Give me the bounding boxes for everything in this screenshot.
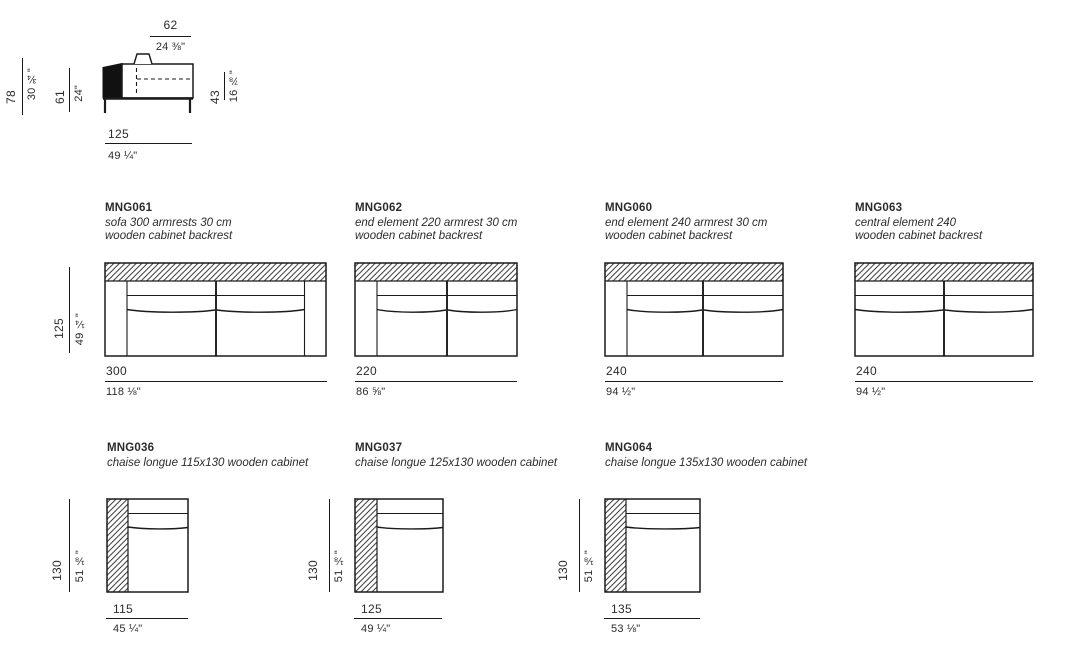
profile-height-total-cm: 78 xyxy=(4,90,18,104)
product-description xyxy=(107,457,308,470)
profile-depth-total-dim-line xyxy=(105,143,192,144)
wooden-backrest-hatch xyxy=(605,499,626,592)
product-code: MNG036 xyxy=(107,442,155,454)
chaise-top-view-mng037 xyxy=(354,498,444,594)
width-in: 45 ¼" xyxy=(113,623,143,635)
product-description xyxy=(605,457,807,470)
product-description xyxy=(105,217,232,242)
width-cm: 115 xyxy=(113,602,134,616)
description-line: chaise longue 125x130 wooden cabinet xyxy=(355,457,558,469)
width-in: 118 ⅛" xyxy=(106,386,141,398)
cushion-front-curve xyxy=(127,310,215,313)
cushion-front-curve xyxy=(855,310,943,313)
profile-depth-seat-dim-line xyxy=(150,36,191,37)
wooden-backrest-hatch xyxy=(355,263,517,281)
width-in: 49 ¼" xyxy=(361,623,391,635)
depth-dim-line xyxy=(579,499,580,592)
width-in: 94 ½" xyxy=(856,386,886,398)
profile-height-seat-dim-line xyxy=(224,72,225,100)
sofa-top-view-mng060 xyxy=(604,262,784,358)
depth-in: 51 ⅛" xyxy=(333,550,345,583)
chaise-top-view-mng036 xyxy=(106,498,190,594)
cushion-front-curve xyxy=(377,527,443,529)
product-description xyxy=(855,217,982,242)
description-line: wooden cabinet backrest xyxy=(105,229,233,242)
profile-depth-seat-in: 24 ⅜" xyxy=(155,41,186,53)
description-line: chaise longue 135x130 wooden cabinet xyxy=(605,457,808,469)
description-line: wooden cabinet backrest xyxy=(855,229,983,242)
width-cm: 240 xyxy=(856,364,877,378)
wooden-backrest-hatch xyxy=(105,263,326,281)
description-line: chaise longue 115x130 wooden cabinet xyxy=(107,457,309,469)
depth-in: 51 ⅛" xyxy=(74,550,86,583)
cushion-front-curve xyxy=(627,310,702,313)
sofa-row-depth-in: 49 ¼" xyxy=(74,313,86,346)
cushion-front-curve xyxy=(217,310,305,313)
width-dim-line xyxy=(105,381,327,382)
depth-dim-line xyxy=(69,499,70,592)
width-dim-line xyxy=(605,381,783,382)
cushion-front-curve xyxy=(377,310,446,313)
sofa-top-view-mng062 xyxy=(354,262,518,358)
wooden-backrest-hatch xyxy=(355,499,377,592)
sofa-top-view-mng061 xyxy=(104,262,328,358)
profile-height-back-cm: 61 xyxy=(53,90,67,104)
seat-body-outline xyxy=(122,64,193,98)
cushion-front-curve xyxy=(448,310,517,313)
module-header-mng063 xyxy=(855,202,982,242)
product-code: MNG064 xyxy=(605,442,653,454)
sofa-row-depth-dim-line xyxy=(69,267,70,353)
depth-in: 51 ⅛" xyxy=(583,550,595,583)
backrest-cushion-side xyxy=(103,64,122,99)
width-in: 86 ⅝" xyxy=(356,386,386,398)
module-header-mng036 xyxy=(107,442,308,470)
wooden-backrest-hatch xyxy=(605,263,783,281)
wooden-backrest-hatch xyxy=(855,263,1033,281)
width-dim-line xyxy=(855,381,1033,382)
depth-dim-line xyxy=(329,499,330,592)
profile-height-seat-in: 16 ⅞" xyxy=(228,70,240,103)
depth-cm: 130 xyxy=(556,560,570,581)
product-code: MNG061 xyxy=(105,202,153,214)
product-description xyxy=(355,217,517,242)
profile-depth-total-cm: 125 xyxy=(108,127,129,141)
description-line: end element 220 armrest 30 cm xyxy=(355,217,518,229)
profile-height-total-dim-line xyxy=(22,58,23,115)
wooden-backrest-hatch xyxy=(107,499,128,592)
width-dim-line xyxy=(106,618,188,619)
profile-height-total-in: 30 ¾" xyxy=(26,68,38,101)
profile-height-back-dim-line xyxy=(69,68,70,112)
depth-cm: 130 xyxy=(306,560,320,581)
profile-height-seat-cm: 43 xyxy=(208,90,222,104)
module-header-mng062 xyxy=(355,202,517,242)
description-line: central element 240 xyxy=(855,217,957,229)
description-line: wooden cabinet backrest xyxy=(605,229,733,242)
width-cm: 240 xyxy=(606,364,627,378)
cushion-front-curve xyxy=(128,527,188,529)
sofa-side-profile-drawing xyxy=(95,45,245,125)
product-code: MNG063 xyxy=(855,202,903,214)
description-line: sofa 300 armrests 30 cm xyxy=(105,217,232,229)
width-dim-line xyxy=(355,381,517,382)
sofa-row-depth-cm: 125 xyxy=(52,318,66,339)
width-cm: 220 xyxy=(356,364,377,378)
width-cm: 300 xyxy=(106,364,127,378)
product-code: MNG060 xyxy=(605,202,653,214)
module-header-mng037 xyxy=(355,442,557,470)
module-header-mng061 xyxy=(105,202,232,242)
product-description xyxy=(355,457,557,470)
cushion-front-curve xyxy=(945,310,1033,313)
description-line: wooden cabinet backrest xyxy=(355,229,483,242)
width-dim-line xyxy=(354,618,442,619)
module-header-mng060 xyxy=(605,202,767,242)
description-line: end element 240 armrest 30 cm xyxy=(605,217,768,229)
product-description xyxy=(605,217,767,242)
cushion-front-curve xyxy=(704,310,783,313)
width-in: 94 ½" xyxy=(606,386,636,398)
sofa-top-view-mng063 xyxy=(854,262,1034,358)
module-header-mng064 xyxy=(605,442,807,470)
profile-depth-total-in: 49 ¼" xyxy=(108,150,138,162)
cushion-front-curve xyxy=(626,527,700,529)
profile-depth-seat-cm: 62 xyxy=(163,18,178,32)
armrest-bump xyxy=(134,54,152,64)
width-cm: 135 xyxy=(611,602,632,616)
product-code: MNG037 xyxy=(355,442,403,454)
width-dim-line xyxy=(604,618,700,619)
width-in: 53 ⅛" xyxy=(611,623,641,635)
profile-height-back-in: 24" xyxy=(73,85,85,102)
depth-cm: 130 xyxy=(50,560,64,581)
product-code: MNG062 xyxy=(355,202,403,214)
width-cm: 125 xyxy=(361,602,382,616)
chaise-top-view-mng064 xyxy=(604,498,701,594)
